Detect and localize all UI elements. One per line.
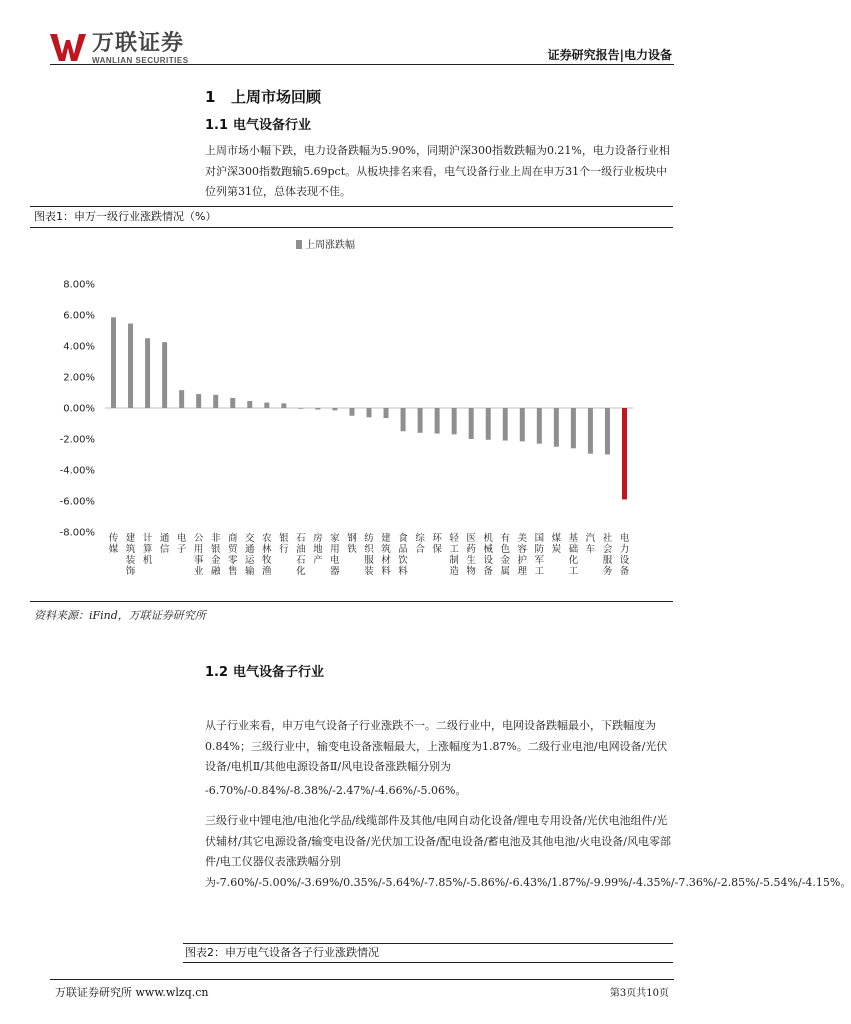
x-category-label: 电子 [176, 533, 187, 555]
bar-15 [367, 408, 372, 417]
figure-1-caption: 图表1：申万一级行业涨跌情况（%） [30, 206, 673, 228]
sub-industry-paragraph-3: 三级行业中锂电池/电池化学品/线缆部件及其他/电网自动化设备/锂电专用设备/光伏电池组件/光伏辅材/其它电源设备/输变电设备/光伏加工设备/配电设备/蓄电池及其他电池/火电设备/风电零部件/电工仪器仪表涨跌幅分别为-7.60%/-5.00%/-3.69%/0.35%/-5.64%/-7.85%/-5.86%/-6.43%/1.87%/-9.99%/-4.35%/-7.36%/-2.85%/-5.54%/-4.15%。 [205, 814, 851, 889]
bar-0 [111, 317, 116, 408]
section-title: 上周市场回顾 [231, 88, 322, 106]
x-category-label: 家用电器 [330, 533, 340, 577]
section-number: 1.1 [205, 118, 229, 133]
x-category-label: 交通运输 [245, 533, 255, 577]
y-tick-label: -8.00% [59, 527, 95, 539]
bar-2 [145, 338, 150, 408]
x-category-label: 电力设备 [619, 533, 630, 577]
x-category-label: 非银金融 [210, 533, 221, 577]
figure-1-bottom-rule [30, 601, 673, 602]
section-1-2-heading [205, 661, 324, 680]
x-category-label: 综合 [415, 533, 425, 555]
bar-8 [247, 401, 252, 408]
x-category-label: 轻工制造 [449, 533, 459, 577]
x-category-label: 汽车 [585, 533, 596, 555]
x-category-label: 环保 [432, 533, 442, 555]
section-number: 1 [205, 88, 216, 106]
section-number: 1.2 [205, 665, 229, 680]
y-tick-label: 4.00% [63, 341, 95, 353]
x-category-label: 钢铁 [347, 533, 357, 555]
wanlian-logo-mark [50, 32, 86, 62]
y-axis-ticks [60, 280, 95, 539]
y-tick-label: 0.00% [63, 403, 95, 415]
x-category-label: 国防军工 [534, 533, 545, 577]
header-divider [50, 64, 674, 65]
bar-10 [281, 403, 286, 408]
x-category-label: 社会服务 [602, 533, 613, 577]
report-type: 证券研究报告|电力设备 [547, 48, 672, 62]
logo-chinese-name: 万联证券 [92, 31, 185, 56]
x-category-label: 公用事业 [193, 533, 204, 577]
footer-divider [50, 979, 674, 980]
logo-english-name: WANLIAN SECURITIES [92, 56, 189, 65]
x-category-label: 美容护理 [517, 533, 528, 577]
bar-5 [196, 394, 201, 408]
y-tick-label: 8.00% [63, 279, 95, 291]
x-category-label: 机械设备 [483, 533, 493, 577]
x-category-label: 食品饮料 [398, 533, 408, 577]
figure-1-source: 资料来源：iFind，万联证券研究所 [34, 609, 206, 622]
x-category-label: 建筑装饰 [125, 533, 136, 577]
company-logo [50, 32, 189, 65]
bar-4 [179, 390, 184, 408]
legend-swatch [296, 240, 302, 249]
x-category-label: 计算机 [142, 533, 153, 566]
legend-label: 上周涨跌幅 [305, 240, 355, 251]
bar-6 [213, 395, 218, 408]
x-category-label: 基础化工 [568, 533, 579, 577]
bar-17 [401, 408, 406, 431]
bar-26 [554, 408, 559, 447]
sub-industry-paragraph-1: 从子行业来看，申万电气设备子行业涨跌不一。二级行业中，电网设备跌幅最小，下跌幅度为0.84%；三级行业中，输变电设备涨幅最大，上涨幅度为1.87%。二级行业电池/电网设备/光伏设备/电机Ⅱ/其他电源设备Ⅱ/风电设备涨跌幅分别为 [205, 719, 668, 773]
bar-11 [298, 408, 303, 409]
industry-change-bar-chart [30, 232, 673, 600]
y-tick-label: -4.00% [59, 465, 95, 477]
bar-20 [452, 408, 457, 434]
bar-29 [605, 408, 610, 455]
x-category-label: 纺织服装 [364, 533, 374, 577]
x-category-label: 农林牧渔 [262, 533, 272, 577]
bar-19 [435, 408, 440, 434]
bar-9 [264, 403, 269, 408]
bar-14 [349, 408, 354, 416]
x-category-label: 传媒 [108, 533, 119, 555]
y-tick-label: -6.00% [59, 496, 95, 508]
x-category-label: 建筑材料 [381, 533, 391, 577]
bar-12 [315, 408, 320, 410]
x-category-label: 银行 [279, 533, 289, 555]
y-tick-label: 6.00% [63, 310, 95, 322]
bar-18 [418, 408, 423, 433]
bar-30 [622, 408, 627, 499]
bar-7 [230, 398, 235, 408]
x-category-label: 医药生物 [466, 533, 476, 577]
footer-website: 万联证券研究所 www.wlzq.cn [55, 986, 209, 999]
section-title: 电气设备行业 [233, 118, 312, 133]
bar-25 [537, 408, 542, 444]
x-category-label: 煤炭 [551, 533, 562, 555]
section-title: 电气设备子行业 [233, 665, 325, 680]
x-category-label: 有色金属 [500, 533, 511, 577]
x-category-label: 商贸零售 [227, 533, 238, 577]
bar-22 [486, 408, 491, 440]
y-tick-label: 2.00% [63, 372, 95, 384]
bar-24 [520, 408, 525, 441]
bar-23 [503, 408, 508, 441]
bar-27 [571, 408, 576, 448]
figure-2-caption: 图表2：申万电气设备各子行业涨跌情况 [183, 943, 673, 963]
y-tick-label: -2.00% [59, 434, 95, 446]
section-1-heading [205, 86, 321, 107]
section-1-1-heading [205, 114, 311, 133]
chart-legend [296, 238, 355, 251]
bar-21 [469, 408, 474, 439]
bar-16 [384, 408, 389, 418]
x-axis-labels [109, 532, 630, 577]
sub-industry-paragraph-2: -6.70%/-0.84%/-8.38%/-2.47%/-4.66%/-5.06%。 [205, 784, 467, 797]
bar-13 [332, 408, 337, 410]
x-category-label: 房地产 [313, 533, 323, 566]
page-number: 第3页共10页 [609, 988, 669, 999]
x-category-label: 通信 [159, 533, 170, 555]
bar-28 [588, 408, 593, 454]
bar-3 [162, 342, 167, 408]
x-category-label: 石油石化 [296, 533, 306, 577]
market-review-paragraph: 上周市场小幅下跌，电力设备跌幅为5.90%，同期沪深300指数跌幅为0.21%，电力设备行业相对沪深300指数跑输5.69pct。从板块排名来看，电气设备行业上周在申万31个一级行业板块中位列第31位，总体表现不佳。 [205, 144, 670, 198]
bar-1 [128, 324, 133, 408]
